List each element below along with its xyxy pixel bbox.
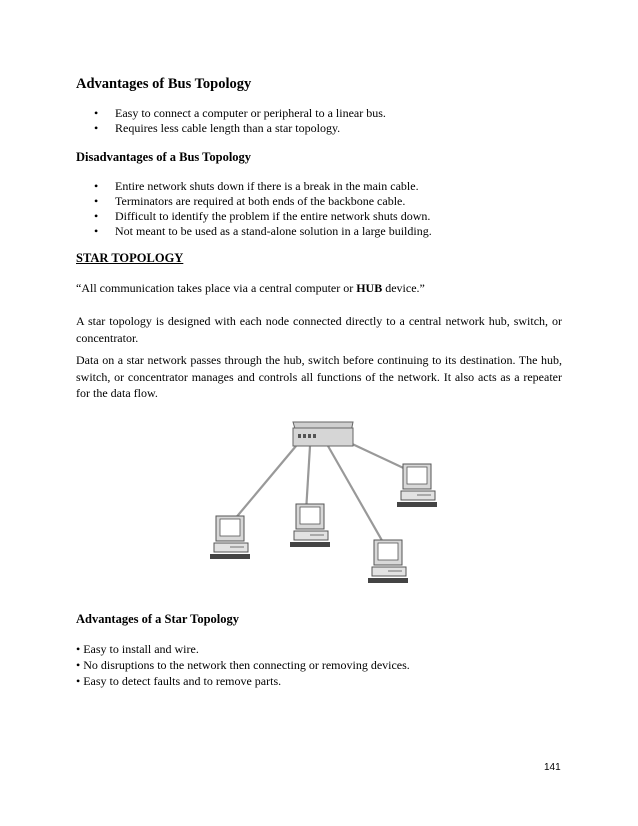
list-item: • No disruptions to the network then connecting or removing devices. — [76, 658, 410, 672]
cable-line — [328, 446, 384, 544]
cable-line — [234, 446, 296, 520]
star-paragraph-1: A star topology is designed with each node connected directly to a central network hub, switch, or concentrator. — [76, 314, 562, 345]
list-item: • Difficult to identify the problem if the entire network shuts down. — [77, 209, 432, 224]
list-item: • Easy to detect faults and to remove parts. — [76, 674, 282, 688]
star-advantages-heading: Advantages of a Star Topology — [76, 612, 239, 626]
quote-text-start: “All communication takes place via a central computer or — [76, 281, 357, 295]
bus-advantages-heading: Advantages of Bus Topology — [76, 76, 252, 92]
star-topology-diagram — [200, 412, 460, 588]
page-number: 141 — [544, 762, 561, 773]
bus-disadvantages-list — [77, 179, 432, 239]
star-advantages-list — [76, 641, 410, 689]
star-paragraph-2: Data on a star network passes through the hub, switch before continuing to its destination. The hub, switch, or concentrator manages and controls all functions of the network. It also acts as a repeater for the data flow. — [76, 353, 562, 400]
list-item: • Easy to connect a computer or peripheral to a linear bus. — [77, 106, 386, 121]
quote-text-end: device.” — [382, 281, 425, 295]
desktop-computer-icon — [210, 516, 250, 559]
list-item: • Not meant to be used as a stand-alone solution in a large building. — [77, 224, 432, 239]
bus-disadvantages-heading: Disadvantages of a Bus Topology — [76, 150, 252, 164]
list-item: • Entire network shuts down if there is a break in the main cable. — [77, 179, 432, 194]
list-item: • Requires less cable length than a star topology. — [77, 121, 386, 136]
cable-line — [348, 442, 412, 472]
quote-hub-term: HUB — [356, 281, 383, 295]
desktop-computer-icon — [368, 540, 408, 583]
desktop-computer-icon — [397, 464, 437, 507]
star-topology-heading: STAR TOPOLOGY — [76, 251, 184, 265]
network-hub-icon — [293, 422, 353, 446]
list-item: • Terminators are required at both ends of the backbone cable. — [77, 194, 432, 209]
list-item: • Easy to install and wire. — [76, 642, 199, 656]
bus-advantages-list — [77, 106, 386, 136]
cable-line — [306, 446, 310, 512]
desktop-computer-icon — [290, 504, 330, 547]
star-quote — [76, 280, 425, 296]
